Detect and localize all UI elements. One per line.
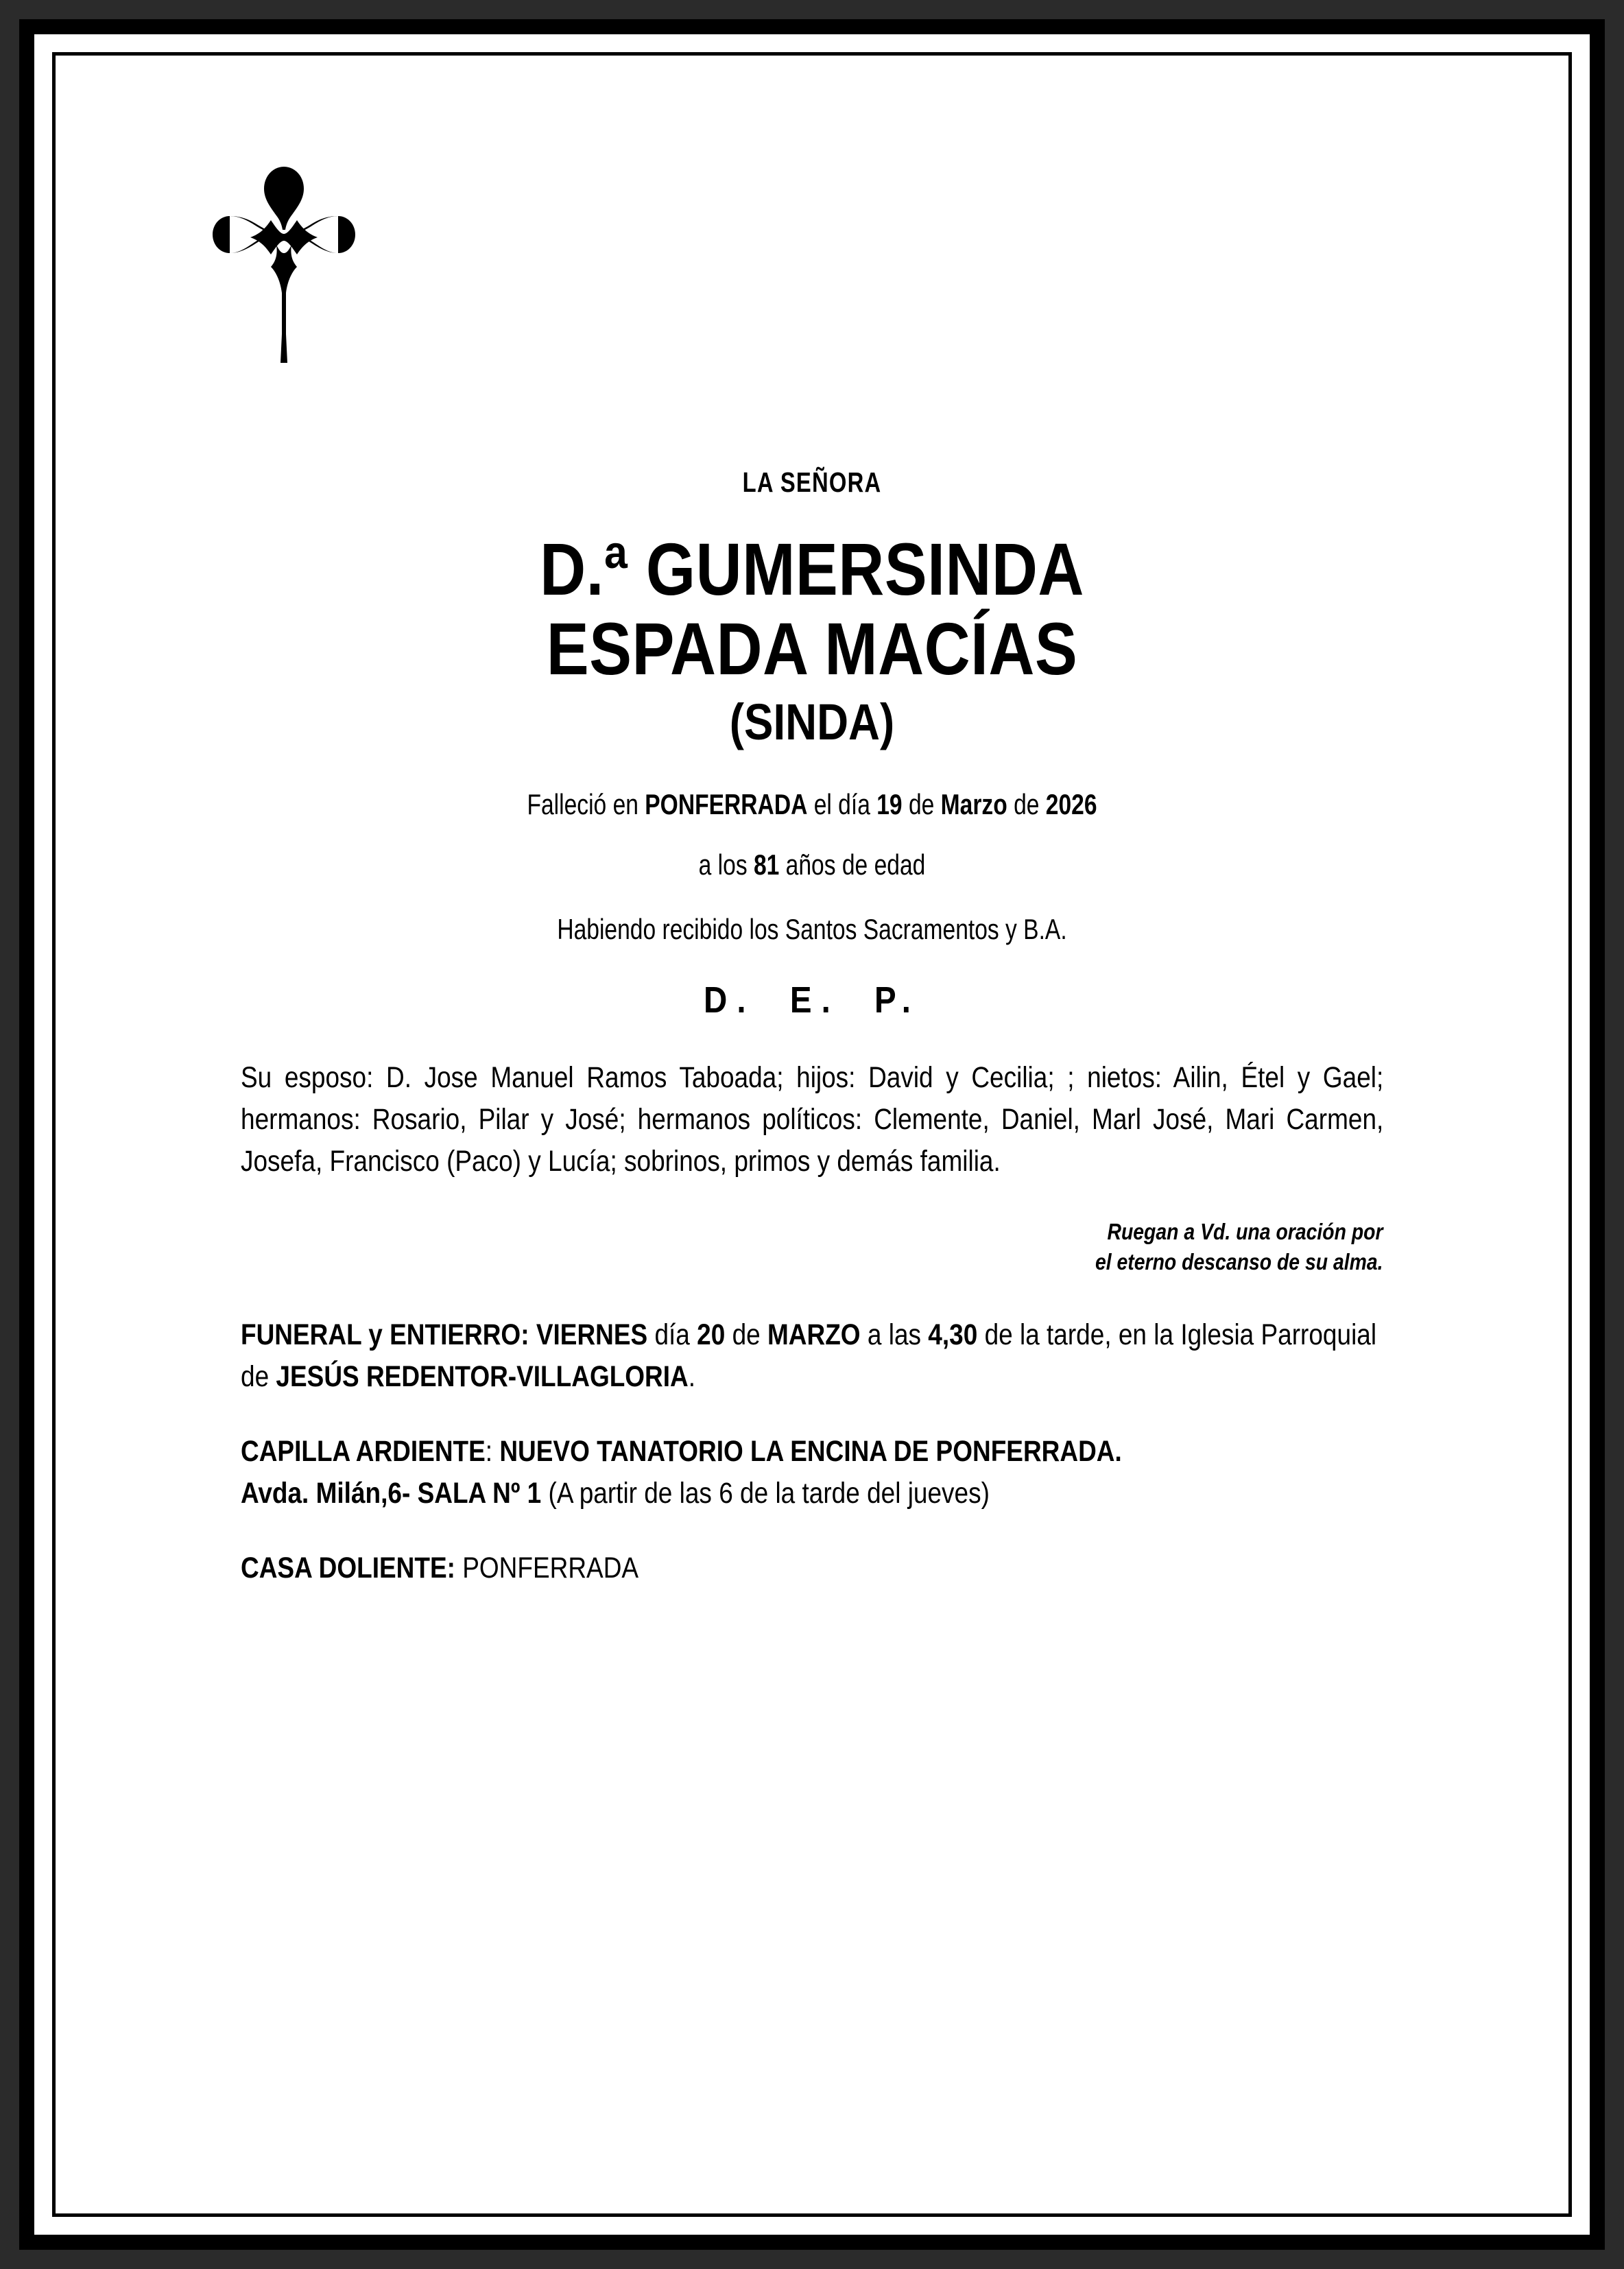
chapel-details	[241, 1431, 1383, 1514]
prayer-line-1: Ruegan a Vd. una oración por	[1107, 1218, 1383, 1244]
mourning-house-value: PONFERRADA	[462, 1552, 639, 1585]
chapel-address: Avda. Milán,6-	[241, 1477, 411, 1510]
funeral-month: MARZO	[767, 1318, 861, 1352]
honorific-label: LA SEÑORA	[742, 466, 882, 498]
funeral-dia-word: día	[654, 1318, 690, 1352]
funeral-weekday: VIERNES	[536, 1318, 648, 1352]
deceased-name	[241, 527, 1383, 752]
funeral-period: .	[688, 1360, 696, 1394]
age-suffix: años de edad	[785, 848, 926, 881]
cross-of-santiago-icon	[205, 157, 363, 363]
death-prefix: Falleció en	[527, 787, 638, 820]
age-value: 81	[753, 848, 780, 881]
age-line	[355, 848, 1269, 881]
death-date-line	[355, 788, 1269, 821]
prayer-request	[241, 1217, 1383, 1277]
dep-line: D. E. P.	[703, 979, 921, 1021]
funeral-day: 20	[697, 1318, 726, 1352]
funeral-de: de	[732, 1318, 761, 1352]
death-mid: el día	[813, 787, 870, 820]
death-year: 2026	[1045, 787, 1097, 820]
death-de-1: de	[908, 787, 935, 820]
notice-content	[56, 467, 1568, 1589]
family-list: Su esposo: D. Jose Manuel Ramos Taboada; hijos: David y Cecilia; ; nietos: Ailin, Étel y Gael; hermanos: Rosario, Pilar y José; hermanos políticos: Clemente, Daniel, Marl José, Mari Carmen, Josefa, Francisco (Paco) y Lucía; sobrinos, primos y demás familia.	[241, 1060, 1384, 1178]
name-line-2: ESPADA MACÍAS	[546, 606, 1078, 690]
sacraments-line: Habiendo recibido los Santos Sacramentos y B.A.	[557, 912, 1067, 945]
funeral-time-prefix: a las	[867, 1318, 922, 1352]
chapel-label: CAPILLA ARDIENTE	[241, 1435, 486, 1469]
mourning-house-details	[241, 1547, 1383, 1589]
death-de-2: de	[1014, 787, 1040, 820]
death-place: PONFERRADA	[645, 787, 808, 820]
chapel-separator: :	[485, 1435, 493, 1469]
funeral-label: FUNERAL y ENTIERRO:	[241, 1318, 529, 1352]
page-border-outer	[19, 19, 1605, 2250]
name-line-1: D.ª GUMERSINDA	[540, 527, 1084, 611]
funeral-details	[241, 1314, 1383, 1398]
death-month: Marzo	[940, 787, 1007, 820]
funeral-time: 4,30	[928, 1318, 978, 1352]
funeral-time-suffix: de la tarde	[984, 1318, 1105, 1352]
funeral-church: JESÚS REDENTOR-VILLAGLORIA	[276, 1360, 689, 1394]
mourning-house-label: CASA DOLIENTE:	[241, 1552, 455, 1585]
funeral-place-prefix: , en la Iglesia Parroquial de	[241, 1318, 1377, 1394]
chapel-room: SALA Nº 1	[417, 1477, 542, 1510]
page-border-inner	[52, 52, 1572, 2217]
deceased-nickname: (SINDA)	[729, 693, 895, 751]
chapel-venue: NUEVO TANATORIO LA ENCINA DE PONFERRADA.	[499, 1435, 1122, 1469]
prayer-line-2: el eterno descanso de su alma.	[1095, 1248, 1383, 1274]
age-prefix: a los	[698, 848, 748, 881]
chapel-hours: (A partir de las 6 de la tarde del jueves)	[548, 1477, 990, 1510]
death-day: 19	[876, 787, 903, 820]
